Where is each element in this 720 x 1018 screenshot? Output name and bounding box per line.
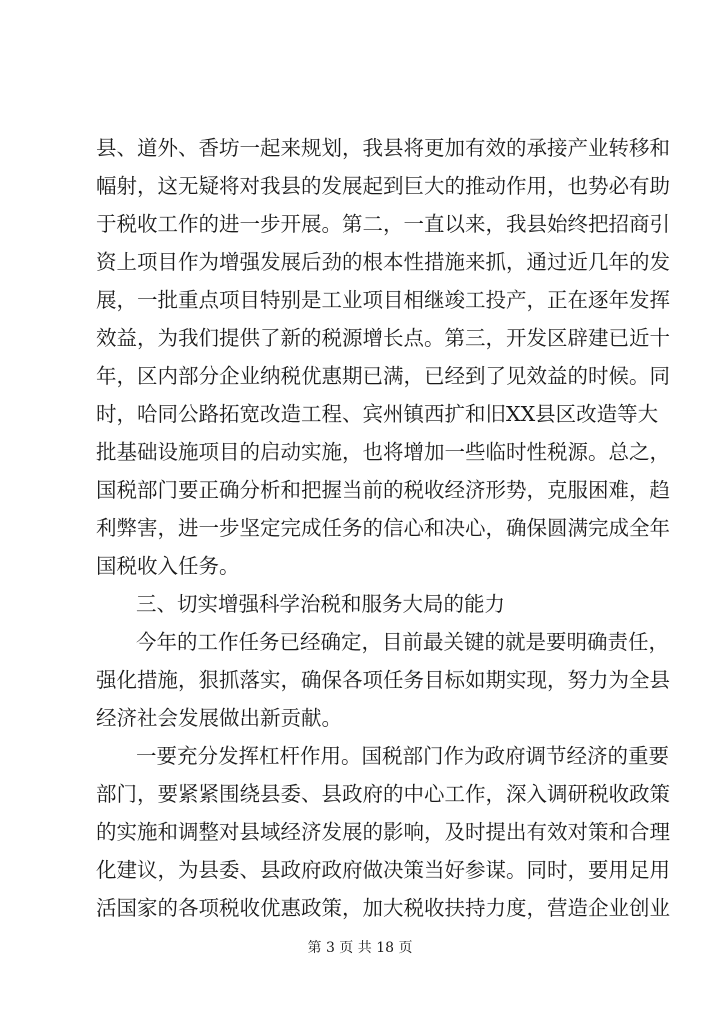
text-line: 的实施和调整对县域经济发展的影响，及时提出有效对策和合理 [96,820,670,844]
text-line: 国税部门要正确分析和把握当前的税收经济形势，克服困难，趋 [96,478,670,502]
text-line: 幅射，这无疑将对我县的发展起到巨大的推动作用，也势必有助 [96,174,670,198]
text-line: 时，哈同公路拓宽改造工程、宾州镇西扩和旧XX县区改造等大 [96,402,659,426]
text-line: 于税收工作的进一步开展。第二，一直以来，我县始终把招商引 [96,212,670,236]
text-line: 化建议，为县委、县政府政府做决策当好参谋。同时，要用足用 [96,858,670,882]
text-line: 展，一批重点项目特别是工业项目相继竣工投产，正在逐年发挥 [96,288,670,312]
text-line: 今年的工作任务已经确定，目前最关键的就是要明确责任， [136,630,669,654]
text-line: 年，区内部分企业纳税优惠期已满，已经到了见效益的时候。同 [96,364,670,388]
text-line: 县、道外、香坊一起来规划，我县将更加有效的承接产业转移和 [96,136,670,160]
text-line: 批基础设施项目的启动实施，也将增加一些临时性税源。总之， [96,440,670,464]
text-line: 经济社会发展做出新贡献。 [96,706,342,730]
text-line: 一要充分发挥杠杆作用。国税部门作为政府调节经济的重要 [136,744,669,768]
text-line: 利弊害，进一步坚定完成任务的信心和决心，确保圆满完成全年 [96,516,670,540]
text-line: 资上项目作为增强发展后劲的根本性措施来抓，通过近几年的发 [96,250,670,274]
page-number-footer: 第 3 页 共 18 页 [307,940,413,956]
section-heading: 三、切实增强科学治税和服务大局的能力 [136,592,505,616]
text-line: 活国家的各项税收优惠政策，加大税收扶持力度，营造企业创业 [96,896,670,920]
text-line: 效益，为我们提供了新的税源增长点。第三，开发区辟建已近十 [96,326,670,350]
text-line: 强化措施，狠抓落实，确保各项任务目标如期实现，努力为全县 [96,668,670,692]
text-line: 部门，要紧紧围绕县委、县政府的中心工作，深入调研税收政策 [96,782,670,806]
text-line: 国税收入任务。 [96,554,240,578]
